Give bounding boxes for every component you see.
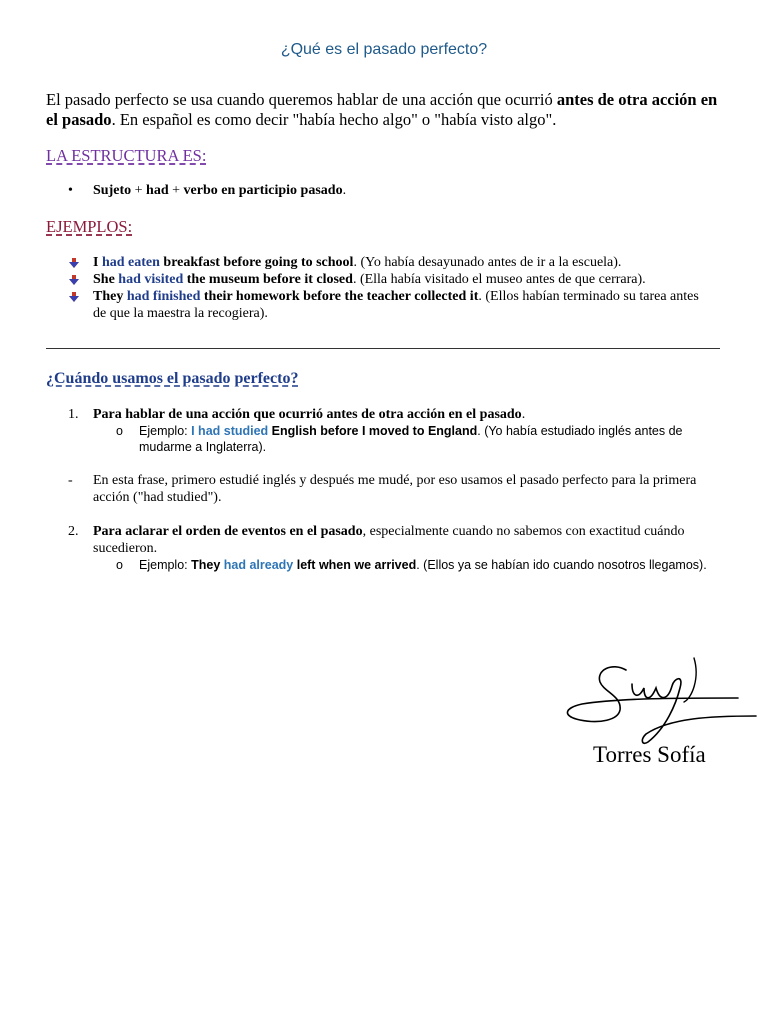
- sub-example-text: [139, 557, 719, 573]
- struct-period: .: [342, 183, 347, 198]
- item-text: [93, 406, 718, 423]
- example-translation: . (Ellos habían terminado su tarea antes de que la maestra la recogiera).: [93, 289, 699, 321]
- example-verb: had eaten: [101, 255, 160, 270]
- item-bold: Para hablar de una acción que ocurrió antes de otra acción en el pasado: [93, 407, 522, 422]
- example-label: Ejemplo:: [139, 558, 192, 572]
- sub-example-text: [139, 423, 719, 455]
- struct-plus: +: [131, 183, 147, 198]
- intro-text-1: El pasado perfecto se usa cuando queremos hablar de una acción que ocurrió: [46, 90, 557, 109]
- arrow-bullet-icon: [68, 291, 80, 303]
- example-subject: She: [93, 272, 119, 287]
- example-verb: had visited: [118, 272, 184, 287]
- dash-text: En esta frase, primero estudié inglés y después me mudé, por eso usamos el pasado perfecto para la primera acción ("had studied").: [93, 473, 697, 505]
- example-label: Ejemplo:: [139, 424, 192, 438]
- estructura-text: [93, 183, 723, 199]
- example-subject: I: [93, 255, 102, 270]
- item-rest: , especialmente cuando no sabemos con exactitud cuándo sucedieron.: [93, 524, 685, 556]
- example-rest: English before I moved to England: [268, 424, 478, 438]
- example-rest: breakfast before going to school: [159, 255, 354, 270]
- item-bold: Para aclarar el orden de eventos en el pasado: [93, 524, 363, 539]
- handwritten-signature: [560, 648, 760, 748]
- example-verb: I had studied: [191, 424, 269, 438]
- intro-text-2: . En español es como decir "había hecho algo" o "había visto algo".: [111, 110, 557, 129]
- intro-bold: antes de otra acción en el pasado: [46, 90, 718, 129]
- dash-marker: -: [68, 473, 73, 488]
- item-text: [93, 523, 718, 557]
- cuando-heading: ¿Cuándo usamos el pasado perfecto?: [46, 370, 299, 387]
- example-text: [93, 288, 708, 322]
- arrow-bullet-icon: [68, 257, 80, 269]
- struct-participle: verbo en participio pasado: [183, 183, 343, 198]
- item-number: 1.: [68, 407, 79, 422]
- estructura-heading: LA ESTRUCTURA ES:: [46, 146, 207, 165]
- item-end: .: [521, 407, 526, 422]
- example-rest: the museum before it closed: [183, 272, 353, 287]
- example-translation: . (Ellos ya se habían ido cuando nosotros llegamos).: [416, 558, 707, 572]
- example-translation: . (Yo había desayunado antes de ir a la escuela).: [353, 255, 622, 270]
- struct-had: had: [146, 183, 169, 198]
- bullet-dot: •: [68, 183, 73, 198]
- example-verb: had finished: [126, 289, 201, 304]
- example-text: [93, 254, 708, 271]
- horizontal-divider: [46, 348, 720, 349]
- arrow-bullet-icon: [68, 274, 80, 286]
- item-number: 2.: [68, 524, 79, 539]
- example-translation: . (Yo había estudiado inglés antes de mudarme a Inglaterra).: [139, 424, 683, 454]
- signature-name: Torres Sofía: [593, 742, 706, 767]
- ejemplos-heading: EJEMPLOS:: [46, 217, 133, 236]
- example-rest: left when we arrived: [293, 558, 417, 572]
- sub-bullet: o: [116, 424, 123, 438]
- sub-bullet: o: [116, 558, 123, 572]
- struct-subject: Sujeto: [93, 183, 132, 198]
- intro-paragraph: [46, 90, 726, 130]
- example-subject: They: [93, 289, 127, 304]
- struct-plus: +: [168, 183, 184, 198]
- example-subject: They: [191, 558, 224, 572]
- example-text: [93, 271, 708, 288]
- example-translation: . (Ella había visitado el museo antes de que cerrara).: [352, 272, 646, 287]
- example-rest: their homework before the teacher collected it: [200, 289, 479, 304]
- page-title: ¿Qué es el pasado perfecto?: [280, 41, 488, 58]
- example-verb: had already: [223, 558, 294, 572]
